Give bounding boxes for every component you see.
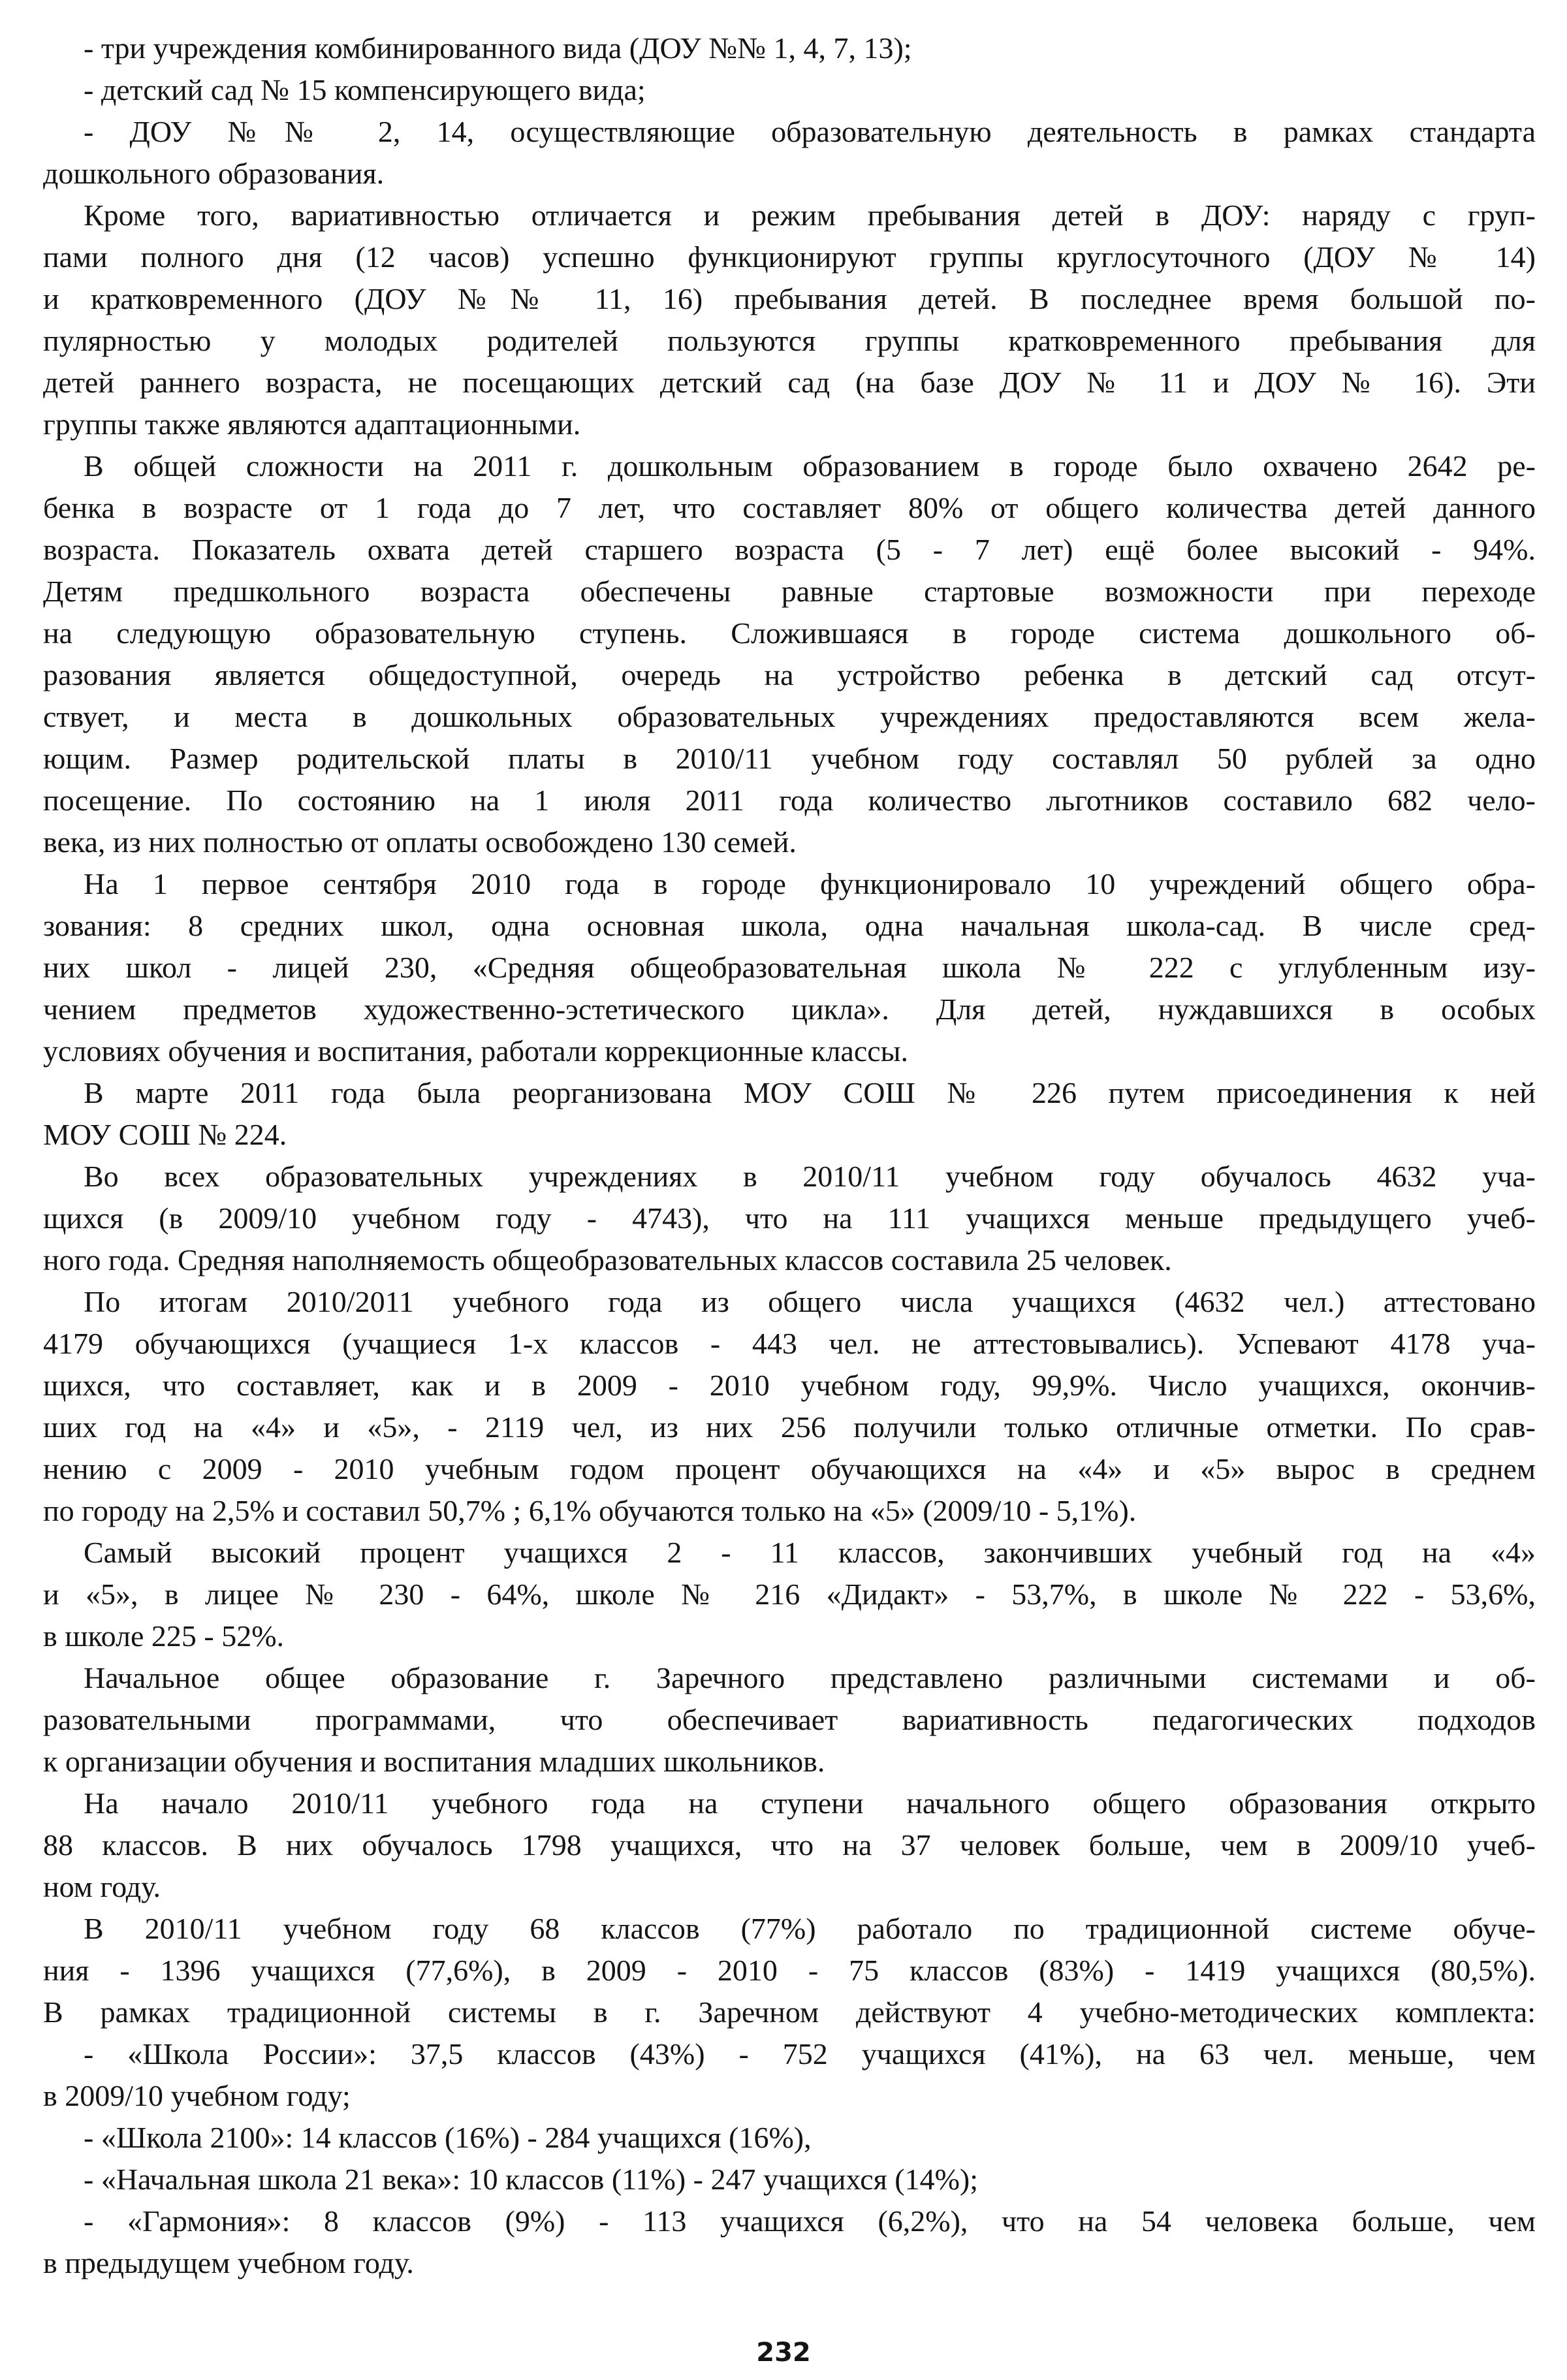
- paragraph: [43, 1281, 1536, 1532]
- text-line: Самый высокий процент учащихся 2 - 11 классов, закончивших учебный год на «4»: [84, 1536, 1536, 1569]
- text-line: ном году.: [43, 1870, 161, 1903]
- text-line: - «Школа 2100»: 14 классов (16%) - 284 учащихся (16%),: [84, 2121, 812, 2154]
- text-line: по городу на 2,5% и составил 50,7% ; 6,1% обучаются только на «5» (2009/10 - 5,1%).: [43, 1494, 1137, 1527]
- text-line: 88 классов. В них обучалось 1798 учащихся, что на 37 человек больше, чем в 2009/10 учеб-: [43, 1828, 1536, 1862]
- text-line: - «Начальная школа 21 века»: 10 классов (11%) - 247 учащихся (14%);: [84, 2163, 979, 2196]
- page-number: 232: [756, 2338, 811, 2368]
- paragraph: [43, 2200, 1536, 2284]
- paragraph: [43, 195, 1536, 445]
- paragraph: [43, 27, 1536, 69]
- paragraph: [43, 69, 1536, 111]
- text-line: щихся (в 2009/10 учебном году - 4743), что на 111 учащихся меньше предыдущего учеб-: [43, 1201, 1536, 1235]
- paragraph: [43, 2033, 1536, 2117]
- text-line: Начальное общее образование г. Заречного представлено различными системами и об-: [84, 1661, 1536, 1694]
- paragraph: [43, 1908, 1536, 2033]
- text-line: 4179 обучающихся (учащиеся 1-х классов - 443 чел. не аттестовывались). Успевают 4178 уча-: [43, 1327, 1536, 1360]
- text-line: - три учреждения комбинированного вида (ДОУ №№ 1, 4, 7, 13);: [84, 31, 912, 65]
- text-line: в предыдущем учебном году.: [43, 2246, 414, 2279]
- document-body: [43, 27, 1536, 2284]
- text-line: МОУ СОШ № 224.: [43, 1118, 287, 1151]
- text-line: В общей сложности на 2011 г. дошкольным образованием в городе было охвачено 2642 ре-: [84, 449, 1536, 483]
- paragraph: [43, 111, 1536, 195]
- text-line: разовательными программами, что обеспечивает вариативность педагогических подходов: [43, 1703, 1536, 1736]
- paragraph: [43, 1783, 1536, 1908]
- text-line: В рамках традиционной системы в г. Заречном действуют 4 учебно-методических комплекта:: [43, 1995, 1536, 2029]
- text-line: ших год на «4» и «5», - 2119 чел, из них 256 получили только отличные отметки. По срав-: [43, 1410, 1536, 1444]
- text-line: В марте 2011 года была реорганизована МОУ СОШ № 226 путем присоединения к ней: [84, 1076, 1536, 1109]
- paragraph: [43, 1657, 1536, 1783]
- text-line: На начало 2010/11 учебного года на ступени начального общего образования открыто: [84, 1786, 1536, 1820]
- paragraph: [43, 1156, 1536, 1281]
- text-line: щихся, что составляет, как и в 2009 - 2010 учебном году, 99,9%. Число учащихся, окончив-: [43, 1369, 1536, 1402]
- text-line: дошкольного образования.: [43, 157, 385, 190]
- text-line: возраста. Показатель охвата детей старшего возраста (5 - 7 лет) ещё более высокий - 94%.: [43, 533, 1536, 566]
- text-line: разования является общедоступной, очередь на устройство ребенка в детский сад отсут-: [43, 658, 1536, 691]
- text-line: ния - 1396 учащихся (77,6%), в 2009 - 2010 - 75 классов (83%) - 1419 учащихся (80,5%).: [43, 1954, 1536, 1987]
- paragraph: [43, 445, 1536, 863]
- text-line: Детям предшкольного возраста обеспечены равные стартовые возможности при переходе: [43, 575, 1536, 608]
- paragraph: [43, 863, 1536, 1072]
- text-line: бенка в возрасте от 1 года до 7 лет, что составляет 80% от общего количества детей данного: [43, 491, 1536, 524]
- text-line: в школе 225 - 52%.: [43, 1619, 285, 1653]
- text-line: века, из них полностью от оплаты освобождено 130 семей.: [43, 825, 797, 859]
- text-line: - «Школа России»: 37,5 классов (43%) - 752 учащихся (41%), на 63 чел. меньше, чем: [84, 2037, 1536, 2071]
- text-line: ющим. Размер родительской платы в 2010/11 учебном году составлял 50 рублей за одно: [43, 742, 1536, 775]
- text-line: и «5», в лицее № 230 - 64%, школе № 216 «Дидакт» - 53,7%, в школе № 222 - 53,6%,: [43, 1578, 1536, 1611]
- text-line: Кроме того, вариативностью отличается и режим пребывания детей в ДОУ: наряду с груп-: [84, 198, 1536, 232]
- text-line: в 2009/10 учебном году;: [43, 2079, 351, 2112]
- text-line: - детский сад № 15 компенсирующего вида;: [84, 73, 646, 106]
- text-line: детей раннего возраста, не посещающих детский сад (на базе ДОУ № 11 и ДОУ № 16). Эти: [43, 366, 1536, 399]
- paragraph: [43, 1072, 1536, 1156]
- text-line: условиях обучения и воспитания, работали коррекционные классы.: [43, 1034, 909, 1068]
- text-line: - ДОУ №№ 2, 14, осуществляющие образовательную деятельность в рамках стандарта: [84, 115, 1536, 148]
- text-line: и кратковременного (ДОУ №№ 11, 16) пребывания детей. В последнее время большой по-: [43, 282, 1536, 315]
- text-line: к организации обучения и воспитания младших школьников.: [43, 1745, 825, 1778]
- text-line: посещение. По состоянию на 1 июля 2011 года количество льготников составило 682 чело-: [43, 784, 1536, 817]
- text-line: ствует, и места в дошкольных образовательных учреждениях предоставляются всем жела-: [43, 700, 1536, 733]
- text-line: пулярностью у молодых родителей пользуются группы кратковременного пребывания для: [43, 324, 1536, 357]
- paragraph: [43, 2159, 1536, 2200]
- text-line: пами полного дня (12 часов) успешно функционируют группы круглосуточного (ДОУ № 14): [43, 240, 1536, 274]
- text-line: По итогам 2010/2011 учебного года из общего числа учащихся (4632 чел.) аттестовано: [84, 1285, 1536, 1318]
- text-line: группы также являются адаптационными.: [43, 407, 581, 441]
- text-line: чением предметов художественно-эстетического цикла». Для детей, нуждавшихся в особых: [43, 992, 1536, 1026]
- text-line: ного года. Средняя наполняемость общеобразовательных классов составила 25 человек.: [43, 1243, 1172, 1277]
- paragraph: [43, 1532, 1536, 1657]
- text-line: Во всех образовательных учреждениях в 2010/11 учебном году обучалось 4632 уча-: [84, 1160, 1536, 1193]
- text-line: - «Гармония»: 8 классов (9%) - 113 учащихся (6,2%), что на 54 человека больше, чем: [84, 2204, 1536, 2238]
- text-line: на следующую образовательную ступень. Сложившаяся в городе система дошкольного об-: [43, 616, 1536, 650]
- text-line: них школ - лицей 230, «Средняя общеобразовательная школа № 222 с углубленным изу-: [43, 951, 1536, 984]
- text-line: зования: 8 средних школ, одна основная школа, одна начальная школа-сад. В числе сред-: [43, 909, 1536, 942]
- paragraph: [43, 2117, 1536, 2159]
- text-line: В 2010/11 учебном году 68 классов (77%) работало по традиционной системе обуче-: [84, 1912, 1536, 1945]
- text-line: нению с 2009 - 2010 учебным годом процент обучающихся на «4» и «5» вырос в среднем: [43, 1452, 1536, 1485]
- text-line: На 1 первое сентября 2010 года в городе функционировало 10 учреждений общего обра-: [84, 867, 1536, 900]
